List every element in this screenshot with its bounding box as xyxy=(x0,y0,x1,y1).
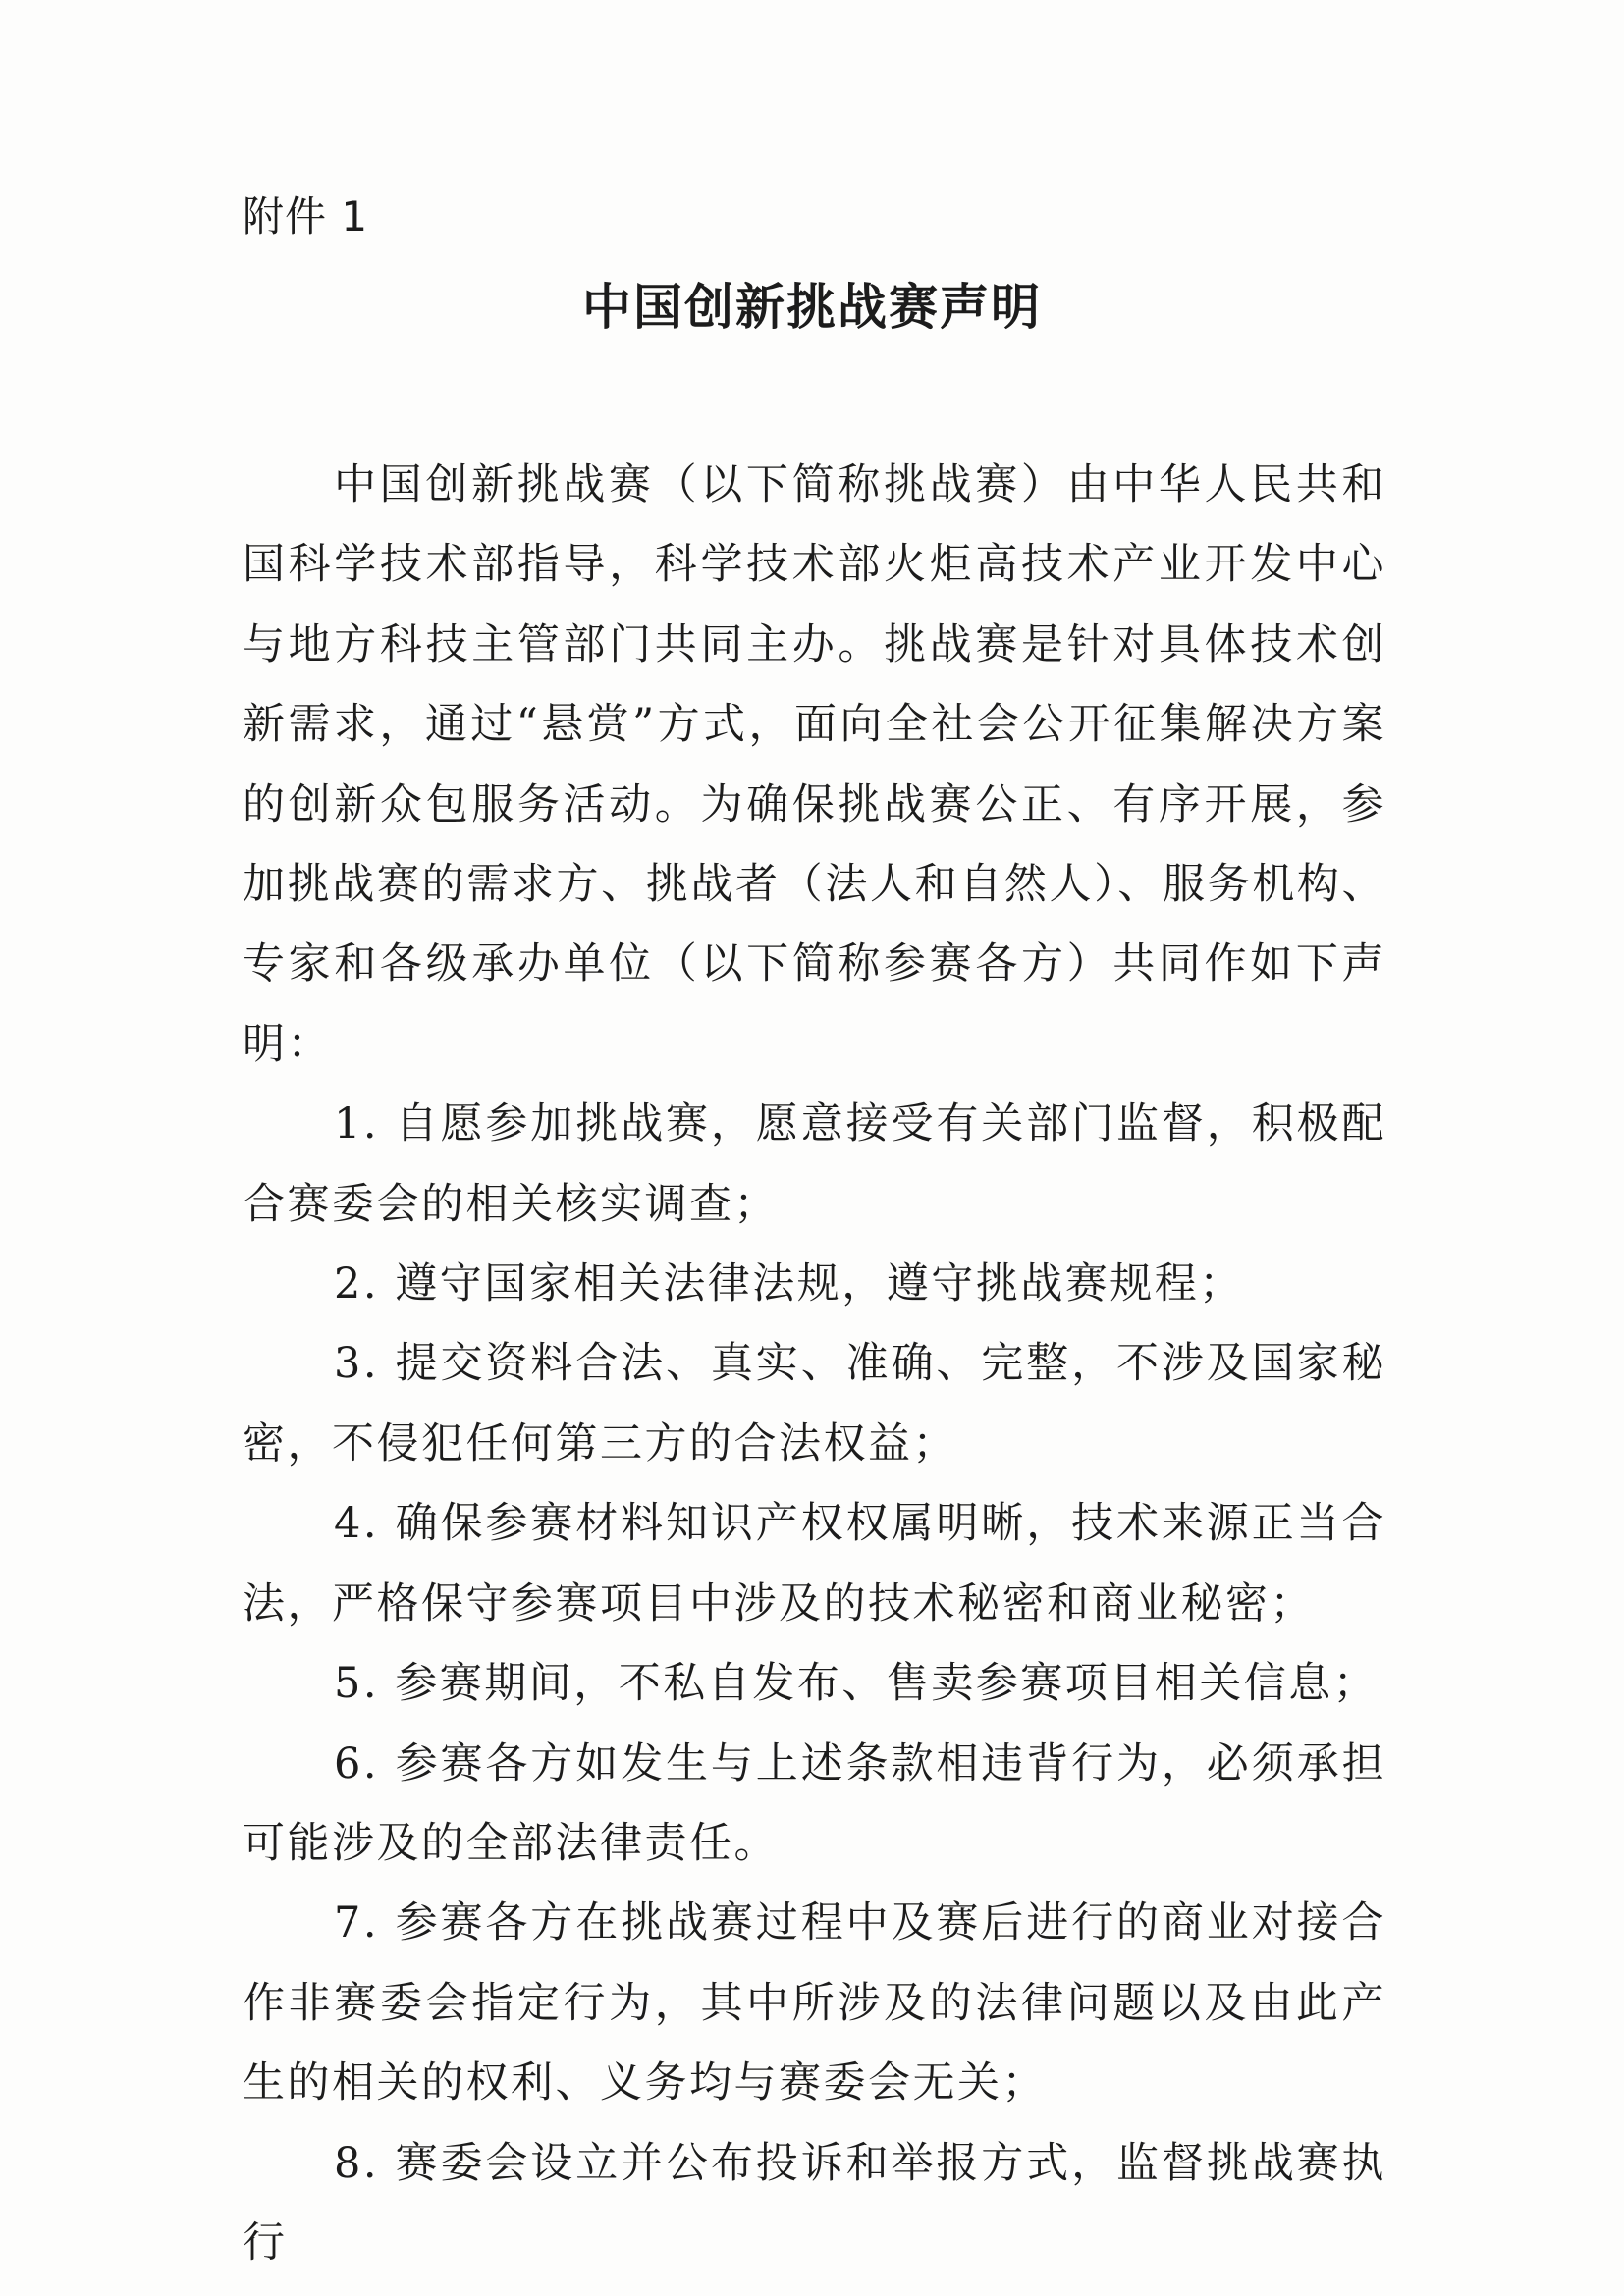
clause-7: 7. 参赛各方在挑战赛过程中及赛后进行的商业对接合作非赛委会指定行为，其中所涉及的法律问题以及由此产生的相关的权利、义务均与赛委会无关； xyxy=(243,1898,1386,2109)
attachment-label: 附件 1 xyxy=(243,192,369,240)
clause-2: 2. 遵守国家相关法律法规，遵守挑战赛规程； xyxy=(334,1259,1244,1309)
clause-5: 5. 参赛期间，不私自发布、售卖参赛项目相关信息； xyxy=(334,1659,1379,1709)
clause-4: 4. 确保参赛材料知识产权权属明晰，技术来源正当合法，严格保守参赛项目中涉及的技术秘密和商业秘密； xyxy=(243,1499,1386,1629)
document-title: 中国创新挑战赛声明 xyxy=(582,278,1042,336)
clause-6: 6. 参赛各方如发生与上述条款相违背行为，必须承担可能涉及的全部法律责任。 xyxy=(243,1738,1386,1868)
clause-1: 1. 自愿参加挑战赛，愿意接受有关部门监督，积极配合赛委会的相关核实调查； xyxy=(243,1099,1386,1229)
clause-8: 8. 赛委会设立并公布投诉和举报方式，监督挑战赛执行 xyxy=(243,2138,1386,2268)
document-body xyxy=(243,446,1386,2283)
clause-3: 3. 提交资料合法、真实、准确、完整，不涉及国家秘密，不侵犯任何第三方的合法权益； xyxy=(243,1339,1386,1468)
intro-paragraph: 中国创新挑战赛（以下简称挑战赛）由中华人民共和国科学技术部指导，科学技术部火炬高技术产业开发中心与地方科技主管部门共同主办。挑战赛是针对具体技术创新需求，通过“悬赏”方式，面向全社会公开征集解决方案的创新众包服务活动。为确保挑战赛公正、有序开展，参加挑战赛的需求方、挑战者（法人和自然人）、服务机构、专家和各级承办单位（以下简称参赛各方）共同作如下声明： xyxy=(243,460,1386,1069)
